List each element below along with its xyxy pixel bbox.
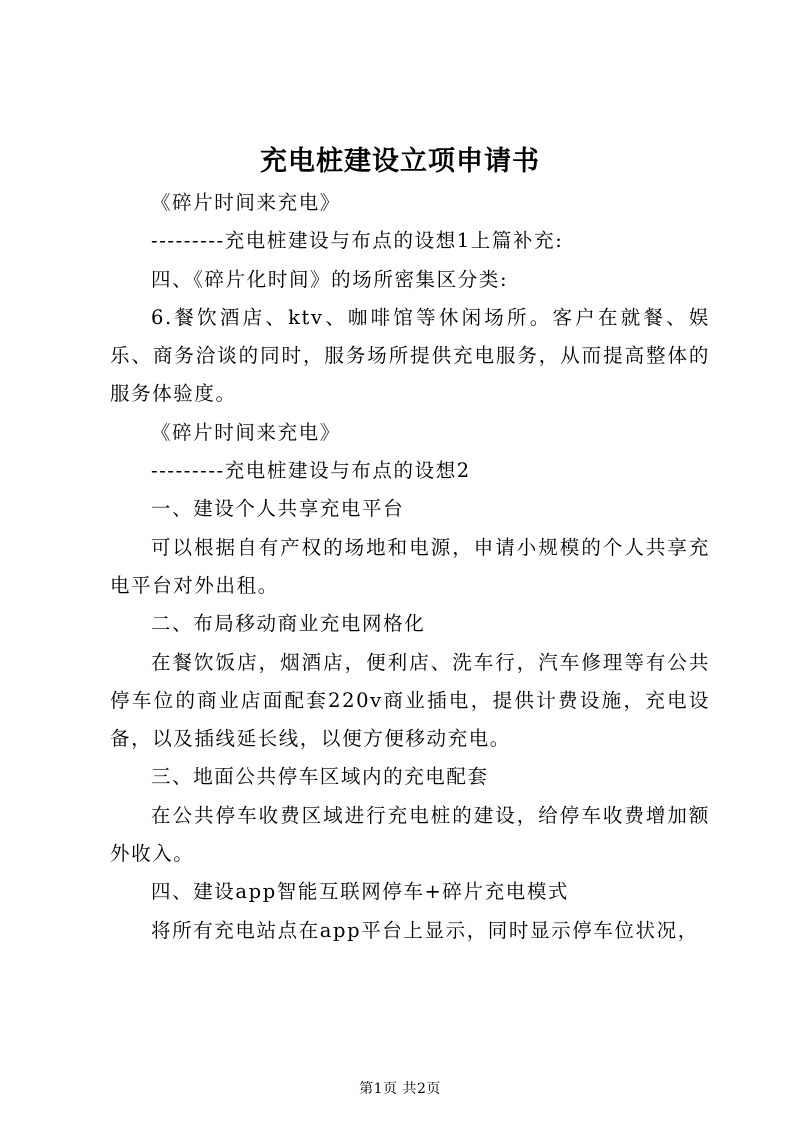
section-heading: 三、地面公共停车区域内的充电配套: [151, 765, 489, 789]
paragraph: ---------充电桩建设与布点的设想2: [151, 459, 471, 483]
section-heading: 一、建设个人共享充电平台: [151, 497, 405, 521]
section-heading: 二、布局移动商业充电网格化: [151, 612, 426, 636]
paragraph: 四、《碎片化时间》的场所密集区分类:: [151, 267, 509, 291]
document-body: [110, 184, 710, 950]
paragraph: ---------充电桩建设与布点的设想1上篇补充:: [151, 229, 564, 253]
paragraph: 6.餐饮酒店、ktv、咖啡馆等休闲场所。客户在就餐、娱乐、商务洽谈的同时，服务场所提供充电服务，从而提高整体的服务体验度。: [110, 305, 710, 406]
paragraph: 《碎片时间来充电》: [151, 191, 341, 214]
page-footer: 第1页 共2页: [359, 1081, 441, 1097]
paragraph: 在公共停车收费区域进行充电桩的建设，给停车收费增加额外收入。: [110, 803, 710, 866]
document-title: 充电桩建设立项申请书: [260, 146, 540, 177]
paragraph: 在餐饮饭店，烟酒店，便利店、洗车行，汽车修理等有公共停车位的商业店面配套220v商业插电，提供计费设施，充电设备，以及插线延长线，以便方便移动充电。: [110, 650, 710, 751]
paragraph: 《碎片时间来充电》: [151, 420, 341, 444]
paragraph: 将所有充电站点在app平台上显示，同时显示停车位状况，: [151, 918, 699, 942]
paragraph: 可以根据自有产权的场地和电源，申请小规模的个人共享充电平台对外出租。: [110, 535, 710, 597]
section-heading: 四、建设app智能互联网停车+碎片充电模式: [151, 880, 570, 904]
